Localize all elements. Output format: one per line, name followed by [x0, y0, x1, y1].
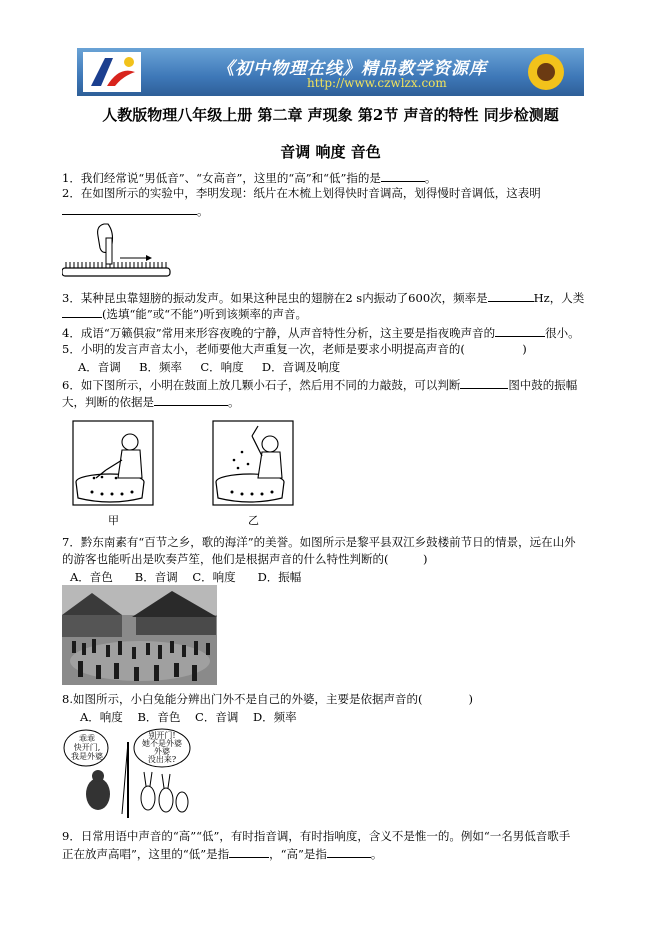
- option-c[interactable]: C．音调: [195, 710, 239, 724]
- comb-experiment-figure: [62, 222, 172, 286]
- option-d[interactable]: D．音调及响度: [261, 360, 341, 374]
- option-d[interactable]: D．频率: [252, 710, 297, 724]
- option-a[interactable]: A．音色: [70, 570, 113, 584]
- question-2: 2．在如图所示的实验中，李明发现：纸片在木梳上划得快时音调高，划得慢时音调低，这表明: [62, 186, 541, 200]
- option-c[interactable]: C．响度: [200, 360, 244, 374]
- question-3-line-2: (选填“能”或“不能”)听到该频率的声音。: [62, 306, 307, 321]
- drum-figure-yi: [212, 420, 294, 506]
- answer-blank[interactable]: [381, 170, 425, 182]
- question-2-blank-line: 。: [62, 203, 209, 218]
- question-8: 8.如图所示，小白兔能分辨出门外不是自己的外婆，主要是依据声音的( ): [62, 692, 473, 706]
- option-a[interactable]: A．响度: [80, 710, 123, 724]
- answer-blank[interactable]: [327, 846, 371, 858]
- answer-blank[interactable]: [62, 203, 197, 215]
- drum-figure-jia: [72, 420, 154, 506]
- question-9-line-2: 正在放声高唱”，这里的“低”是指 ，“高”是指 。: [62, 847, 383, 861]
- question-5-options: [78, 359, 340, 375]
- answer-blank[interactable]: [229, 846, 269, 858]
- page-title: 人教版物理八年级上册 第二章 声现象 第2节 声音的特性 同步检测题: [102, 106, 559, 124]
- page-subtitle: 音调 响度 音色: [280, 143, 381, 161]
- question-6: 6．如下图所示，小明在鼓面上放几颗小石子，然后用不同的力敲鼓，可以判断 图中鼓的振幅: [62, 378, 578, 392]
- option-a[interactable]: A．音调: [78, 360, 121, 374]
- answer-blank[interactable]: [488, 290, 534, 302]
- option-b[interactable]: B．频率: [139, 360, 183, 374]
- logo-icon: [83, 52, 141, 92]
- option-d[interactable]: D．振幅: [257, 570, 302, 584]
- wolf-speech-bubble: 乖乖 快开门, 我是外婆: [71, 734, 103, 761]
- festival-photo: [62, 585, 217, 685]
- sunflower-icon: [516, 50, 576, 94]
- question-1: 1．我们经常说“男低音”、“女高音”，这里的“高”和“低”指的是 。: [62, 171, 437, 185]
- question-3: 3．某种昆虫靠翅膀的振动发声。如果这种昆虫的翅膀在2 s内振动了600次，频率是 Hz，人类: [62, 291, 585, 305]
- rabbit-speech-bubble: 别开门! 她不是外婆 外婆 没出来?: [142, 731, 182, 764]
- banner-url: http://www.czwlzx.com: [307, 76, 447, 90]
- figure-label-jia: 甲: [108, 514, 119, 527]
- banner-title: 《初中物理在线》精品教学资源库: [217, 59, 487, 79]
- answer-blank[interactable]: [460, 377, 508, 389]
- question-4: 4．成语“万籁俱寂”常用来形容夜晚的宁静，从声音特性分析，这主要是指夜晚声音的 很小。: [62, 326, 580, 340]
- question-6-line-2: 大，判断的依据是 。: [62, 395, 240, 409]
- option-b[interactable]: B．音色: [137, 710, 181, 724]
- question-7-options: [70, 569, 301, 585]
- answer-blank[interactable]: [62, 306, 102, 318]
- answer-blank[interactable]: [154, 394, 228, 406]
- question-7-line-2: 的游客也能听出是吹奏芦笙，他们是根据声音的什么特性判断的( ): [62, 552, 428, 566]
- question-7: 7．黔东南素有“百节之乡，歌的海洋”的美誉。如图所示是黎平县双江乡鼓楼前节日的情景，远在山外: [62, 535, 576, 549]
- header-banner: [77, 48, 584, 96]
- rabbit-cartoon: [62, 728, 192, 820]
- option-b[interactable]: B．音调: [134, 570, 178, 584]
- question-5: 5．小明的发言声音太小，老师要他大声重复一次，老师是要求小明提高声音的( ): [62, 342, 527, 356]
- option-c[interactable]: C．响度: [192, 570, 236, 584]
- answer-blank[interactable]: [495, 325, 545, 337]
- question-8-options: [80, 709, 297, 725]
- question-9: 9．日常用语中声音的“高”“低”，有时指音调，有时指响度，含义不是惟一的。例如“一名男低音歌手: [62, 829, 571, 843]
- figure-label-yi: 乙: [248, 514, 259, 527]
